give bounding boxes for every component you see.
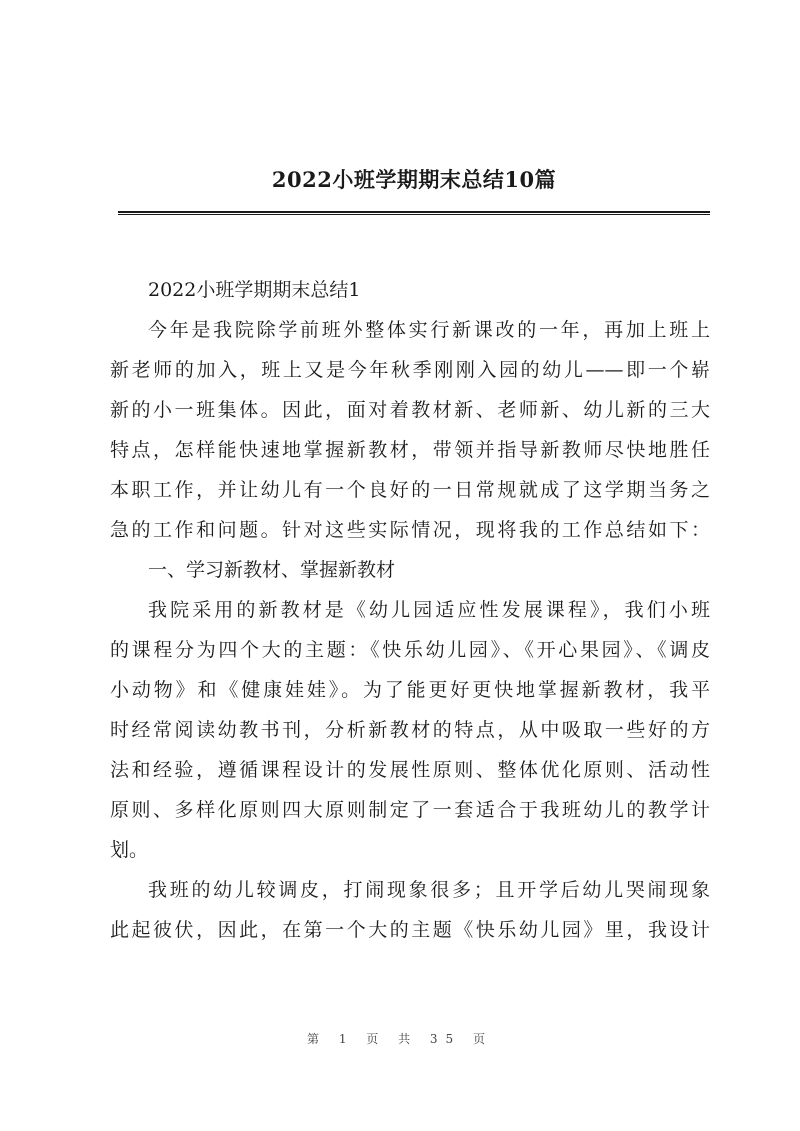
paragraph-line: 小动物》和《健康娃娃》。为了能更好更快地掌握新教材，我平 — [110, 679, 710, 701]
paragraph-line: 我班的幼儿较调皮，打闹现象很多；且开学后幼儿哭闹现象 — [148, 879, 710, 901]
paragraph-line: 的课程分为四个大的主题：《快乐幼儿园》、《开心果园》、《调皮 — [110, 639, 710, 661]
paragraph-line: 此起彼伏，因此，在第一个大的主题《快乐幼儿园》里，我设计 — [110, 919, 710, 941]
paragraph-line: 我院采用的新教材是《幼儿园适应性发展课程》，我们小班 — [148, 599, 710, 621]
page-footer: 第 1 页 共 35 页 — [307, 1032, 493, 1046]
paragraph-line: 急的工作和问题。针对这些实际情况，现将我的工作总结如下： — [110, 519, 710, 541]
title-divider-thin — [118, 214, 710, 215]
paragraph-line: 划。 — [110, 839, 149, 861]
paragraph-line: 时经常阅读幼教书刊，分析新教材的特点，从中吸取一些好的方 — [110, 719, 710, 741]
paragraph-line: 本职工作，并让幼儿有一个良好的一日常规就成了这学期当务之 — [110, 479, 710, 501]
paragraph-line: 原则、多样化原则四大原则制定了一套适合于我班幼儿的教学计 — [110, 799, 710, 821]
subheading: 一、学习新教材、掌握新教材 — [148, 559, 396, 581]
document-body — [110, 270, 710, 950]
paragraph-line: 法和经验，遵循课程设计的发展性原则、整体优化原则、活动性 — [110, 759, 710, 781]
paragraph-line: 新的小一班集体。因此，面对着教材新、老师新、幼儿新的三大 — [110, 399, 710, 421]
section-heading: 2022小班学期期末总结1 — [148, 279, 361, 301]
paragraph-line: 新老师的加入，班上又是今年秋季刚刚入园的幼儿——即一个崭 — [110, 359, 710, 381]
paragraph-line: 特点，怎样能快速地掌握新教材，带领并指导新教师尽快地胜任 — [110, 439, 710, 461]
title-divider — [118, 211, 710, 213]
document-title: 2022小班学期期末总结10篇 — [271, 167, 557, 192]
paragraph-line: 今年是我院除学前班外整体实行新课改的一年，再加上班上 — [148, 319, 710, 341]
